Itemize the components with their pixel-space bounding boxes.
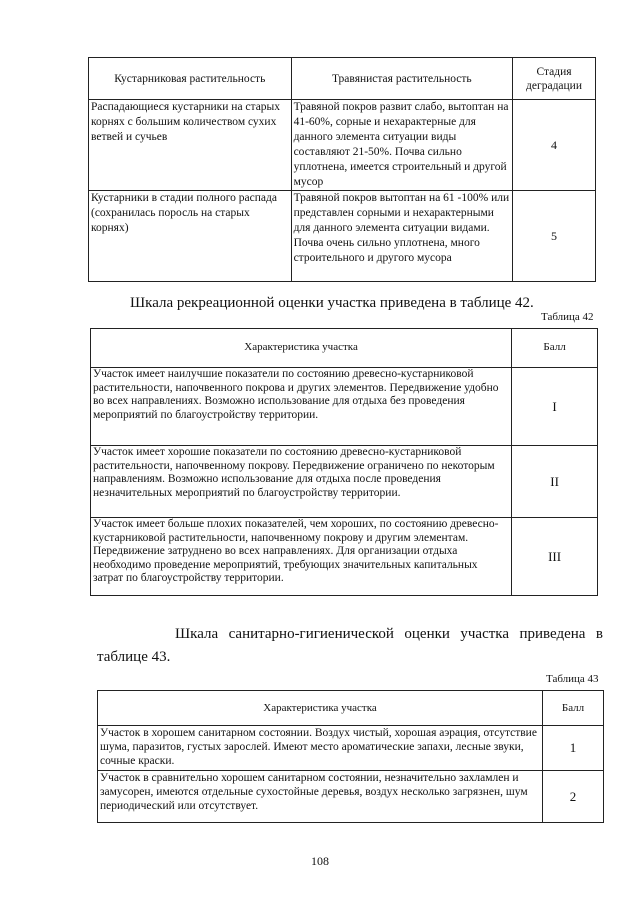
characteristic-cell: Участок имеет больше плохих показателей, чем хороших, по состоянию древесно-кустарниковой растительности, напочвенному покрову и другим элементам. Передвижение затруднено во всех направлениях. Для организации отдыха необходимо проведение мероприятий, требующих значительных капитальных затрат по благоустройству территории. xyxy=(91,518,512,596)
characteristic-cell: Участок имеет наилучшие показатели по состоянию древесно-кустарниковой растительности, напочвенного покрова и других элементов. Передвижение удобно во всех направлениях. Возможно использование для отдыха без проведения мероприятий по благоустройству территории. xyxy=(91,368,512,446)
table43-intro-line2: таблице 43. xyxy=(97,649,171,665)
table43-intro-line1: Шкала санитарно-гигиенической оценки участка приведена в xyxy=(175,626,603,642)
page-number: 108 xyxy=(311,854,329,868)
column-header-score: Балл xyxy=(543,691,604,726)
characteristic-cell: Участок в сравнительно хорошем санитарном состоянии, незначительно захламлен и замусорен, имеются отдельные сухостойные деревья, воздух несколько загрязнен, шум периодический или отсутствует. xyxy=(98,771,543,823)
table43-label: Таблица 43 xyxy=(546,673,599,685)
grass-cell: Травяной покров развит слабо, вытоптан на 41-60%, сорные и нехарактерные для данного элемента ситуации виды составляют 21-50%. Почва сильно уплотнена, имеется строительный и другой мусор xyxy=(291,100,513,191)
score-cell: I xyxy=(512,368,598,446)
stage-cell: 4 xyxy=(513,100,596,191)
column-header-characteristic: Характеристика участка xyxy=(98,691,543,726)
column-header-shrub: Кустарниковая растительность xyxy=(89,58,292,100)
grass-cell: Травяной покров вытоптан на 61 -100% или представлен сорными и нехарактерными для данного элемента ситуации видами. Почва очень сильно уплотнена, много строительного и другого мусора xyxy=(291,191,513,282)
shrub-cell: Кустарники в стадии полного распада (сохранилась поросль на старых корнях) xyxy=(89,191,292,282)
table-row xyxy=(98,726,604,771)
score-cell: 1 xyxy=(543,726,604,771)
degradation-stage-table xyxy=(88,57,596,282)
table-row xyxy=(91,446,598,518)
score-cell: II xyxy=(512,446,598,518)
table-row xyxy=(89,100,596,191)
table-header-row xyxy=(91,329,598,368)
table-header-row xyxy=(98,691,604,726)
recreational-assessment-table xyxy=(90,328,598,596)
table-row xyxy=(91,368,598,446)
table-row xyxy=(98,771,604,823)
score-cell: III xyxy=(512,518,598,596)
table-row xyxy=(91,518,598,596)
stage-cell: 5 xyxy=(513,191,596,282)
shrub-cell: Распадающиеся кустарники на старых корнях с большим количеством сухих ветвей и сучьев xyxy=(89,100,292,191)
column-header-score: Балл xyxy=(512,329,598,368)
table-row xyxy=(89,191,596,282)
column-header-stage: Стадия деградации xyxy=(513,58,596,100)
table42-intro: Шкала рекреационной оценки участка приведена в таблице 42. xyxy=(130,295,534,311)
sanitary-assessment-table xyxy=(97,690,604,823)
table-header-row xyxy=(89,58,596,100)
score-cell: 2 xyxy=(543,771,604,823)
characteristic-cell: Участок в хорошем санитарном состоянии. Воздух чистый, хорошая аэрация, отсутствие шума, паразитов, густых зарослей. Имеют место ароматические запахи, лесные звуки, сочные краски. xyxy=(98,726,543,771)
column-header-grass: Травянистая растительность xyxy=(291,58,513,100)
characteristic-cell: Участок имеет хорошие показатели по состоянию древесно-кустарниковой растительности, напочвенному покрову. Передвижение ограничено по некоторым направлениям. Возможно использование для отдыха после проведения незначительных мероприятий по благоустройству территории. xyxy=(91,446,512,518)
table42-label: Таблица 42 xyxy=(541,311,594,323)
column-header-characteristic: Характеристика участка xyxy=(91,329,512,368)
